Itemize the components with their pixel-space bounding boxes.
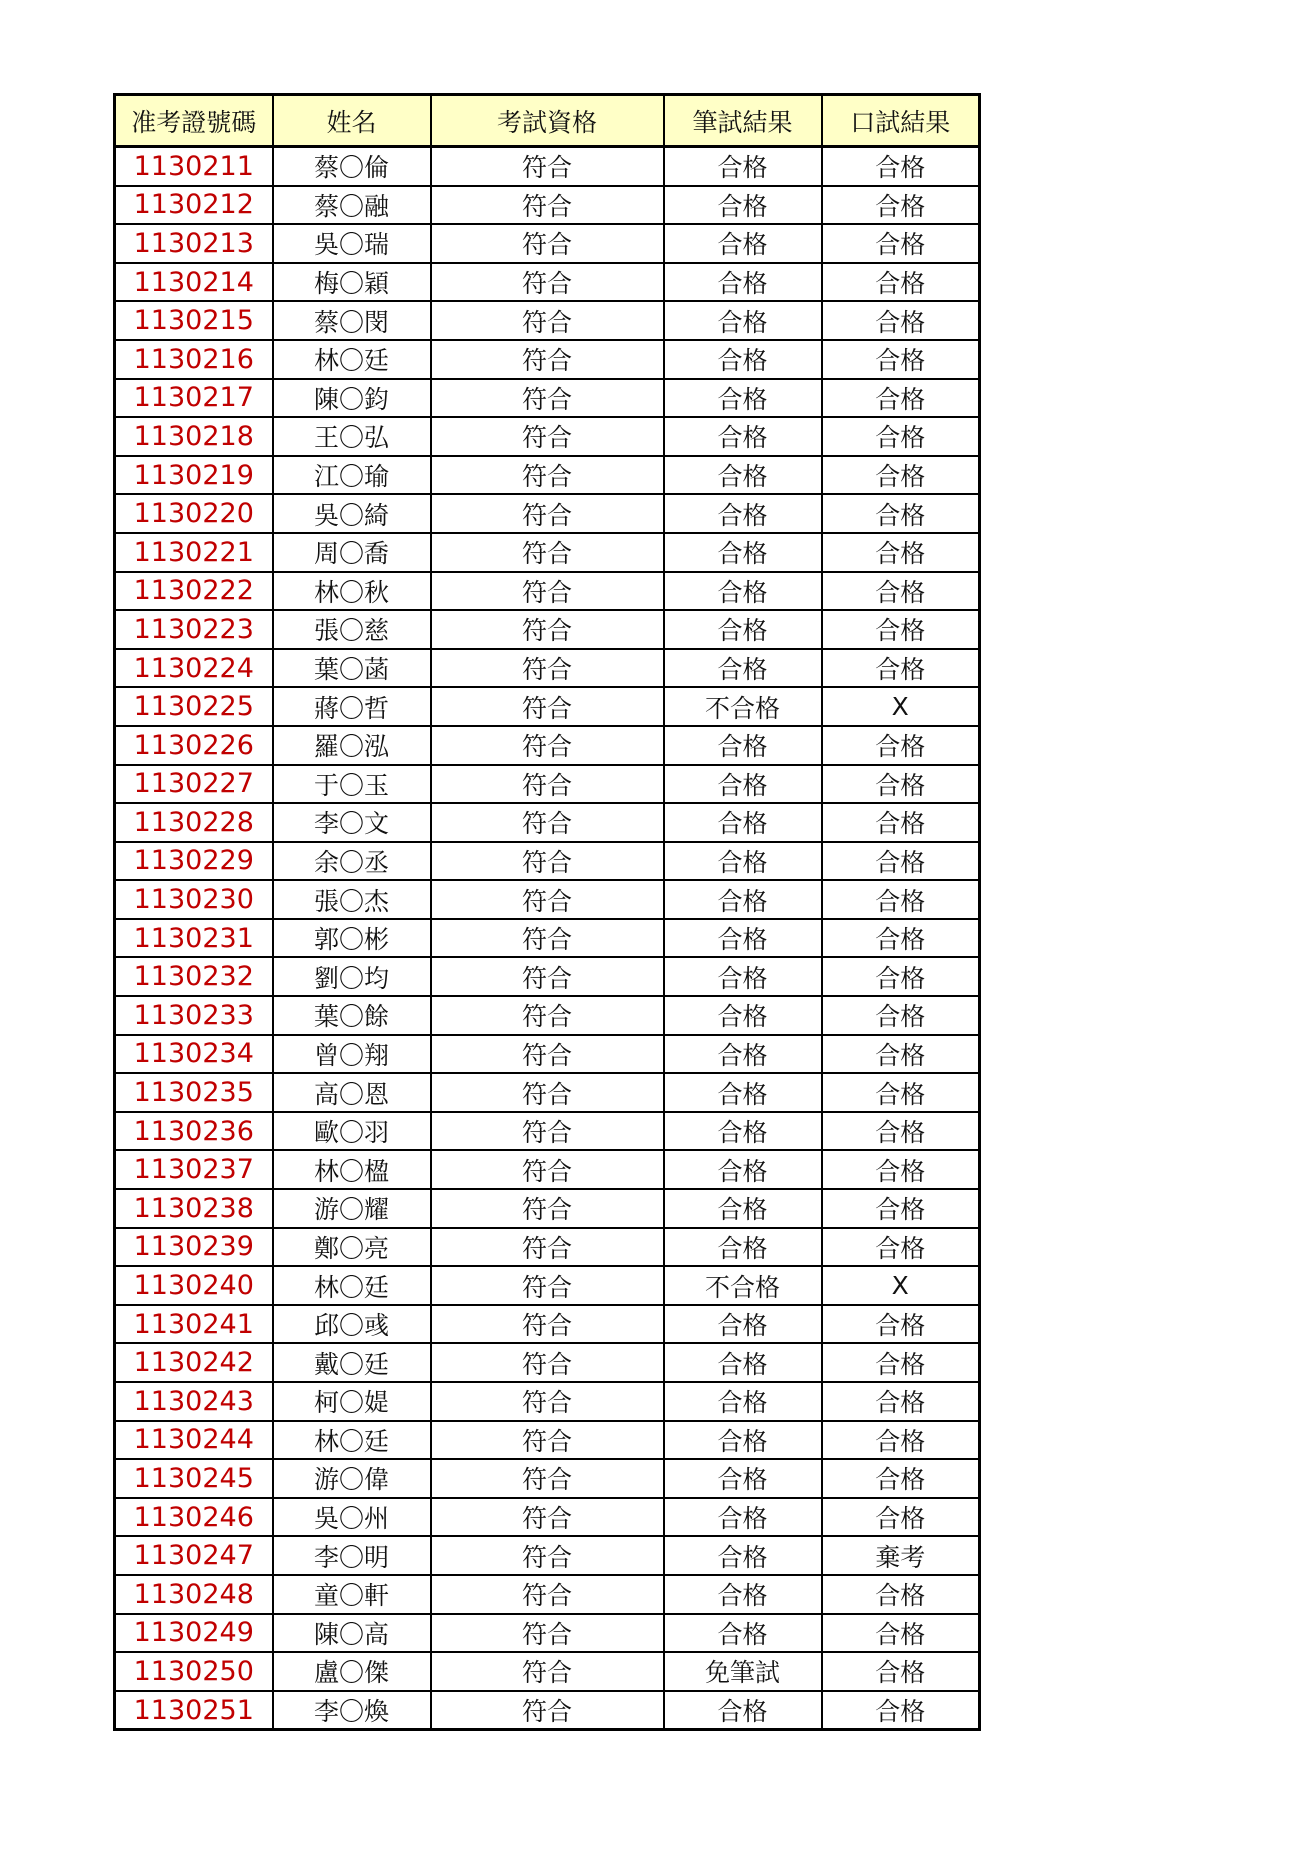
cell-eligibility: 符合	[431, 379, 664, 418]
cell-eligibility: 符合	[431, 224, 664, 263]
cell-written-result: 合格	[664, 726, 822, 765]
cell-exam-id: 1130250	[115, 1652, 273, 1691]
cell-name: 林〇楹	[273, 1150, 431, 1189]
cell-name: 蔡〇融	[273, 186, 431, 225]
cell-name: 張〇杰	[273, 880, 431, 919]
cell-eligibility: 符合	[431, 301, 664, 340]
cell-eligibility: 符合	[431, 1073, 664, 1112]
cell-oral-result: 合格	[822, 340, 980, 379]
cell-exam-id: 1130226	[115, 726, 273, 765]
table-row	[115, 1614, 980, 1653]
cell-written-result: 合格	[664, 1035, 822, 1074]
table-row	[115, 572, 980, 611]
cell-written-result: 合格	[664, 957, 822, 996]
cell-written-result: 合格	[664, 842, 822, 881]
table-row	[115, 417, 980, 456]
cell-oral-result: 合格	[822, 957, 980, 996]
cell-exam-id: 1130240	[115, 1266, 273, 1305]
table-row	[115, 379, 980, 418]
cell-exam-id: 1130247	[115, 1536, 273, 1575]
cell-name: 周〇喬	[273, 533, 431, 572]
table-row	[115, 1228, 980, 1267]
cell-exam-id: 1130243	[115, 1382, 273, 1421]
cell-eligibility: 符合	[431, 610, 664, 649]
table-row	[115, 1459, 980, 1498]
cell-eligibility: 符合	[431, 1189, 664, 1228]
cell-eligibility: 符合	[431, 1305, 664, 1344]
table-row	[115, 1266, 980, 1305]
cell-eligibility: 符合	[431, 1343, 664, 1382]
cell-oral-result: 合格	[822, 1459, 980, 1498]
table-row	[115, 919, 980, 958]
cell-name: 曾〇翔	[273, 1035, 431, 1074]
cell-exam-id: 1130217	[115, 379, 273, 418]
cell-exam-id: 1130245	[115, 1459, 273, 1498]
cell-oral-result: 合格	[822, 1073, 980, 1112]
cell-exam-id: 1130239	[115, 1228, 273, 1267]
cell-exam-id: 1130244	[115, 1421, 273, 1460]
cell-exam-id: 1130230	[115, 880, 273, 919]
table-row	[115, 726, 980, 765]
cell-exam-id: 1130224	[115, 649, 273, 688]
cell-oral-result: 合格	[822, 803, 980, 842]
cell-written-result: 合格	[664, 610, 822, 649]
cell-oral-result: 合格	[822, 1035, 980, 1074]
table-row	[115, 1498, 980, 1537]
cell-eligibility: 符合	[431, 996, 664, 1035]
cell-exam-id: 1130212	[115, 186, 273, 225]
cell-written-result: 合格	[664, 1150, 822, 1189]
cell-exam-id: 1130233	[115, 996, 273, 1035]
cell-written-result: 合格	[664, 147, 822, 186]
cell-oral-result: X	[822, 1266, 980, 1305]
table-row	[115, 687, 980, 726]
cell-oral-result: 合格	[822, 880, 980, 919]
cell-eligibility: 符合	[431, 1266, 664, 1305]
header-name: 姓名	[273, 95, 431, 147]
cell-exam-id: 1130248	[115, 1575, 273, 1614]
cell-eligibility: 符合	[431, 803, 664, 842]
cell-eligibility: 符合	[431, 1150, 664, 1189]
cell-oral-result: 合格	[822, 765, 980, 804]
cell-eligibility: 符合	[431, 957, 664, 996]
table-body	[115, 147, 980, 1730]
cell-name: 余〇丞	[273, 842, 431, 881]
table-row	[115, 1691, 980, 1730]
cell-oral-result: 合格	[822, 1189, 980, 1228]
cell-oral-result: 合格	[822, 610, 980, 649]
table-row	[115, 1421, 980, 1460]
cell-name: 李〇煥	[273, 1691, 431, 1730]
cell-exam-id: 1130223	[115, 610, 273, 649]
cell-written-result: 合格	[664, 1459, 822, 1498]
cell-name: 蔡〇閔	[273, 301, 431, 340]
cell-written-result: 免筆試	[664, 1652, 822, 1691]
table-row	[115, 147, 980, 186]
cell-written-result: 合格	[664, 417, 822, 456]
cell-name: 鄭〇亮	[273, 1228, 431, 1267]
cell-written-result: 合格	[664, 1536, 822, 1575]
table-row	[115, 456, 980, 495]
header-eligibility: 考試資格	[431, 95, 664, 147]
cell-name: 葉〇餘	[273, 996, 431, 1035]
header-row	[115, 95, 980, 147]
cell-name: 戴〇廷	[273, 1343, 431, 1382]
cell-name: 吳〇綺	[273, 494, 431, 533]
cell-name: 吳〇瑞	[273, 224, 431, 263]
table-row	[115, 842, 980, 881]
cell-name: 林〇秋	[273, 572, 431, 611]
cell-eligibility: 符合	[431, 456, 664, 495]
table-row	[115, 1536, 980, 1575]
cell-eligibility: 符合	[431, 147, 664, 186]
cell-written-result: 合格	[664, 649, 822, 688]
cell-eligibility: 符合	[431, 1536, 664, 1575]
cell-eligibility: 符合	[431, 263, 664, 302]
cell-eligibility: 符合	[431, 1421, 664, 1460]
cell-exam-id: 1130216	[115, 340, 273, 379]
cell-exam-id: 1130225	[115, 687, 273, 726]
cell-name: 陳〇鈞	[273, 379, 431, 418]
table-row	[115, 1305, 980, 1344]
cell-oral-result: 合格	[822, 494, 980, 533]
cell-eligibility: 符合	[431, 765, 664, 804]
cell-exam-id: 1130211	[115, 147, 273, 186]
cell-oral-result: 合格	[822, 649, 980, 688]
cell-written-result: 不合格	[664, 687, 822, 726]
table-row	[115, 186, 980, 225]
cell-oral-result: 合格	[822, 533, 980, 572]
table-row	[115, 1575, 980, 1614]
cell-name: 于〇玉	[273, 765, 431, 804]
cell-oral-result: 合格	[822, 1614, 980, 1653]
cell-written-result: 合格	[664, 533, 822, 572]
cell-written-result: 合格	[664, 263, 822, 302]
table-row	[115, 1343, 980, 1382]
cell-exam-id: 1130235	[115, 1073, 273, 1112]
cell-exam-id: 1130218	[115, 417, 273, 456]
cell-name: 羅〇泓	[273, 726, 431, 765]
table-row	[115, 1073, 980, 1112]
cell-written-result: 合格	[664, 340, 822, 379]
cell-exam-id: 1130246	[115, 1498, 273, 1537]
cell-oral-result: 合格	[822, 572, 980, 611]
cell-exam-id: 1130231	[115, 919, 273, 958]
cell-name: 蔡〇倫	[273, 147, 431, 186]
cell-eligibility: 符合	[431, 880, 664, 919]
table-row	[115, 1035, 980, 1074]
cell-eligibility: 符合	[431, 340, 664, 379]
cell-written-result: 合格	[664, 456, 822, 495]
cell-oral-result: 合格	[822, 1652, 980, 1691]
cell-eligibility: 符合	[431, 186, 664, 225]
cell-name: 高〇恩	[273, 1073, 431, 1112]
cell-oral-result: 合格	[822, 417, 980, 456]
table-row	[115, 1189, 980, 1228]
cell-oral-result: 合格	[822, 1575, 980, 1614]
cell-eligibility: 符合	[431, 687, 664, 726]
cell-oral-result: 合格	[822, 147, 980, 186]
header-exam-id: 准考證號碼	[115, 95, 273, 147]
cell-written-result: 合格	[664, 379, 822, 418]
table-header	[115, 95, 980, 147]
cell-exam-id: 1130234	[115, 1035, 273, 1074]
cell-name: 葉〇菡	[273, 649, 431, 688]
cell-name: 李〇明	[273, 1536, 431, 1575]
cell-name: 林〇廷	[273, 1421, 431, 1460]
cell-exam-id: 1130229	[115, 842, 273, 881]
table-row	[115, 1652, 980, 1691]
table-row	[115, 533, 980, 572]
cell-exam-id: 1130232	[115, 957, 273, 996]
cell-written-result: 合格	[664, 803, 822, 842]
cell-oral-result: 合格	[822, 1343, 980, 1382]
cell-exam-id: 1130214	[115, 263, 273, 302]
cell-name: 王〇弘	[273, 417, 431, 456]
table-row	[115, 610, 980, 649]
cell-oral-result: 合格	[822, 186, 980, 225]
cell-eligibility: 符合	[431, 417, 664, 456]
cell-written-result: 合格	[664, 996, 822, 1035]
cell-written-result: 合格	[664, 1305, 822, 1344]
cell-eligibility: 符合	[431, 919, 664, 958]
cell-oral-result: 合格	[822, 379, 980, 418]
cell-oral-result: X	[822, 687, 980, 726]
cell-name: 童〇軒	[273, 1575, 431, 1614]
exam-results-table	[113, 93, 981, 1731]
cell-exam-id: 1130251	[115, 1691, 273, 1730]
cell-exam-id: 1130220	[115, 494, 273, 533]
cell-oral-result: 合格	[822, 726, 980, 765]
cell-name: 林〇廷	[273, 1266, 431, 1305]
cell-oral-result: 合格	[822, 996, 980, 1035]
cell-eligibility: 符合	[431, 533, 664, 572]
table-row	[115, 340, 980, 379]
cell-written-result: 合格	[664, 1575, 822, 1614]
cell-eligibility: 符合	[431, 1652, 664, 1691]
table-row	[115, 224, 980, 263]
cell-name: 梅〇穎	[273, 263, 431, 302]
cell-exam-id: 1130238	[115, 1189, 273, 1228]
cell-exam-id: 1130227	[115, 765, 273, 804]
cell-oral-result: 合格	[822, 1305, 980, 1344]
table-row	[115, 263, 980, 302]
cell-written-result: 合格	[664, 1189, 822, 1228]
cell-oral-result: 合格	[822, 301, 980, 340]
cell-name: 郭〇彬	[273, 919, 431, 958]
cell-exam-id: 1130213	[115, 224, 273, 263]
cell-name: 游〇耀	[273, 1189, 431, 1228]
cell-exam-id: 1130222	[115, 572, 273, 611]
cell-exam-id: 1130228	[115, 803, 273, 842]
cell-oral-result: 合格	[822, 1112, 980, 1151]
cell-written-result: 合格	[664, 1691, 822, 1730]
cell-exam-id: 1130215	[115, 301, 273, 340]
cell-eligibility: 符合	[431, 1382, 664, 1421]
cell-eligibility: 符合	[431, 842, 664, 881]
table-row	[115, 649, 980, 688]
cell-oral-result: 合格	[822, 263, 980, 302]
cell-eligibility: 符合	[431, 1575, 664, 1614]
table-row	[115, 494, 980, 533]
cell-eligibility: 符合	[431, 1035, 664, 1074]
header-oral-result: 口試結果	[822, 95, 980, 147]
cell-written-result: 合格	[664, 494, 822, 533]
cell-oral-result: 合格	[822, 919, 980, 958]
table-row	[115, 996, 980, 1035]
table-row	[115, 301, 980, 340]
cell-exam-id: 1130221	[115, 533, 273, 572]
cell-name: 游〇偉	[273, 1459, 431, 1498]
cell-name: 江〇瑜	[273, 456, 431, 495]
cell-oral-result: 合格	[822, 1382, 980, 1421]
cell-written-result: 合格	[664, 765, 822, 804]
cell-written-result: 合格	[664, 224, 822, 263]
cell-eligibility: 符合	[431, 1614, 664, 1653]
cell-eligibility: 符合	[431, 1691, 664, 1730]
cell-oral-result: 合格	[822, 842, 980, 881]
cell-written-result: 合格	[664, 572, 822, 611]
table-row	[115, 803, 980, 842]
cell-exam-id: 1130241	[115, 1305, 273, 1344]
cell-written-result: 合格	[664, 1228, 822, 1267]
cell-name: 柯〇媞	[273, 1382, 431, 1421]
cell-eligibility: 符合	[431, 572, 664, 611]
cell-exam-id: 1130242	[115, 1343, 273, 1382]
header-written-result: 筆試結果	[664, 95, 822, 147]
cell-written-result: 合格	[664, 186, 822, 225]
cell-written-result: 合格	[664, 1382, 822, 1421]
cell-written-result: 不合格	[664, 1266, 822, 1305]
cell-oral-result: 合格	[822, 1498, 980, 1537]
cell-oral-result: 合格	[822, 1691, 980, 1730]
cell-oral-result: 合格	[822, 456, 980, 495]
cell-written-result: 合格	[664, 1112, 822, 1151]
cell-oral-result: 合格	[822, 1421, 980, 1460]
table-row	[115, 957, 980, 996]
cell-oral-result: 合格	[822, 1150, 980, 1189]
cell-exam-id: 1130249	[115, 1614, 273, 1653]
cell-name: 吳〇州	[273, 1498, 431, 1537]
cell-written-result: 合格	[664, 301, 822, 340]
cell-written-result: 合格	[664, 1614, 822, 1653]
cell-written-result: 合格	[664, 919, 822, 958]
cell-name: 蔣〇哲	[273, 687, 431, 726]
cell-oral-result: 棄考	[822, 1536, 980, 1575]
cell-eligibility: 符合	[431, 649, 664, 688]
cell-exam-id: 1130236	[115, 1112, 273, 1151]
cell-exam-id: 1130237	[115, 1150, 273, 1189]
cell-eligibility: 符合	[431, 1228, 664, 1267]
cell-written-result: 合格	[664, 1343, 822, 1382]
cell-name: 邱〇彧	[273, 1305, 431, 1344]
cell-exam-id: 1130219	[115, 456, 273, 495]
table-row	[115, 1112, 980, 1151]
cell-name: 劉〇均	[273, 957, 431, 996]
table-row	[115, 1150, 980, 1189]
cell-written-result: 合格	[664, 1498, 822, 1537]
cell-written-result: 合格	[664, 880, 822, 919]
cell-oral-result: 合格	[822, 1228, 980, 1267]
table-row	[115, 880, 980, 919]
cell-eligibility: 符合	[431, 1459, 664, 1498]
table-row	[115, 1382, 980, 1421]
cell-written-result: 合格	[664, 1421, 822, 1460]
cell-name: 張〇慈	[273, 610, 431, 649]
cell-eligibility: 符合	[431, 726, 664, 765]
cell-name: 李〇文	[273, 803, 431, 842]
cell-name: 盧〇傑	[273, 1652, 431, 1691]
cell-eligibility: 符合	[431, 1112, 664, 1151]
cell-oral-result: 合格	[822, 224, 980, 263]
cell-name: 林〇廷	[273, 340, 431, 379]
cell-name: 歐〇羽	[273, 1112, 431, 1151]
cell-name: 陳〇高	[273, 1614, 431, 1653]
table-row	[115, 765, 980, 804]
cell-eligibility: 符合	[431, 1498, 664, 1537]
cell-eligibility: 符合	[431, 494, 664, 533]
cell-written-result: 合格	[664, 1073, 822, 1112]
